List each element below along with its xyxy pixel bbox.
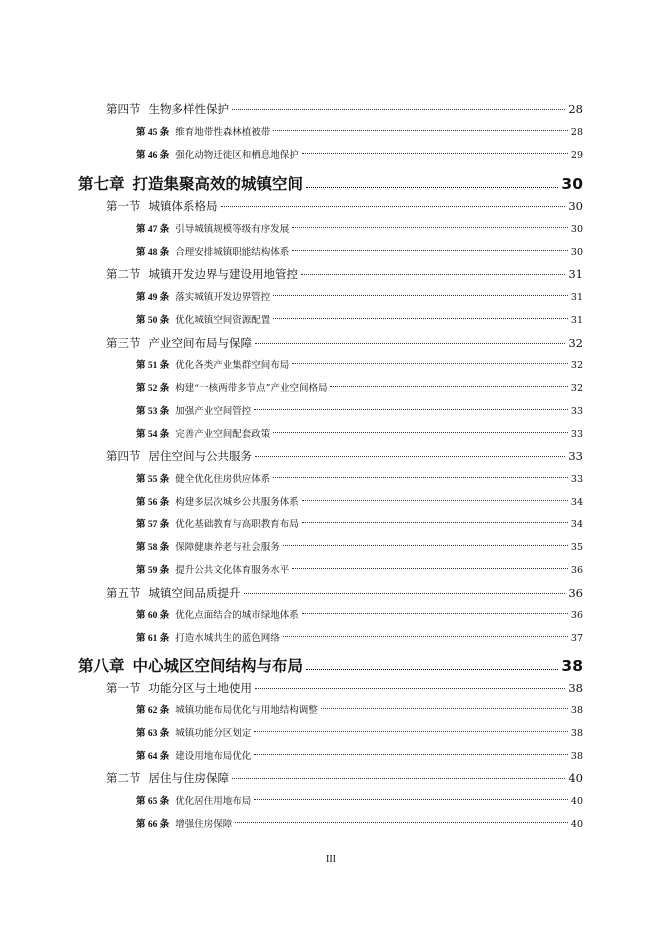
toc-entry-number: 第三节 bbox=[106, 336, 141, 350]
toc-article-entry[interactable] bbox=[136, 494, 583, 508]
toc-section-entry[interactable] bbox=[106, 335, 583, 351]
toc-dot-leader bbox=[232, 108, 565, 110]
toc-entry-page: 31 bbox=[570, 292, 583, 303]
toc-entry-title: 保障健康养老与社会服务 bbox=[175, 542, 280, 553]
toc-entry-number: 第 59 条 bbox=[136, 566, 170, 576]
toc-entry-number: 第 66 条 bbox=[136, 820, 170, 830]
toc-entry-label bbox=[78, 172, 303, 194]
toc-entry-label bbox=[106, 266, 298, 282]
toc-entry-page: 33 bbox=[570, 474, 583, 485]
toc-entry-label bbox=[106, 680, 252, 696]
toc-entry-page: 31 bbox=[568, 267, 583, 281]
toc-entry-page: 38 bbox=[570, 705, 583, 716]
toc-entry-label bbox=[136, 357, 289, 371]
toc-entry-number: 第 63 条 bbox=[136, 729, 170, 739]
page-number: III bbox=[326, 854, 336, 865]
toc-entry-page: 30 bbox=[570, 224, 583, 235]
toc-entry-label bbox=[136, 124, 270, 138]
toc-entry-label bbox=[136, 793, 251, 807]
toc-dot-leader bbox=[254, 798, 568, 800]
toc-entry-number: 第 45 条 bbox=[136, 128, 170, 138]
toc-article-entry[interactable] bbox=[136, 816, 583, 830]
toc-article-entry[interactable] bbox=[136, 289, 583, 303]
toc-entry-title: 城镇开发边界与建设用地管控 bbox=[148, 267, 298, 281]
toc-entry-label bbox=[136, 221, 289, 235]
toc-article-entry[interactable] bbox=[136, 221, 583, 235]
toc-article-entry[interactable] bbox=[136, 702, 583, 716]
toc-dot-leader bbox=[273, 129, 568, 131]
toc-entry-label bbox=[106, 585, 241, 601]
toc-entry-label bbox=[106, 101, 229, 117]
toc-entry-label bbox=[106, 335, 252, 351]
toc-entry-number: 第 51 条 bbox=[136, 361, 170, 371]
toc-entry-page: 31 bbox=[570, 315, 583, 326]
toc-entry-page: 33 bbox=[570, 406, 583, 417]
toc-entry-label bbox=[136, 147, 299, 161]
toc-dot-leader bbox=[302, 152, 568, 154]
toc-entry-label bbox=[106, 198, 218, 214]
toc-article-entry[interactable] bbox=[136, 426, 583, 440]
toc-entry-page: 36 bbox=[568, 586, 583, 600]
toc-entry-label bbox=[136, 748, 251, 762]
toc-dot-leader bbox=[292, 249, 568, 251]
toc-dot-leader bbox=[254, 753, 568, 755]
toc-dot-leader bbox=[221, 205, 566, 207]
toc-entry-label bbox=[78, 654, 303, 676]
toc-dot-leader bbox=[283, 635, 568, 637]
toc-entry-number: 第 55 条 bbox=[136, 475, 170, 485]
toc-entry-label bbox=[136, 244, 289, 258]
toc-entry-page: 28 bbox=[570, 127, 583, 138]
toc-article-entry[interactable] bbox=[136, 244, 583, 258]
toc-entry-number: 第五节 bbox=[106, 586, 141, 600]
toc-entry-number: 第 60 条 bbox=[136, 611, 170, 621]
toc-entry-number: 第七章 bbox=[78, 175, 125, 193]
toc-entry-title: 落实城镇开发边界管控 bbox=[175, 292, 271, 303]
toc-entry-number: 第二节 bbox=[106, 771, 141, 785]
toc-entry-label bbox=[136, 426, 270, 440]
toc-entry-number: 第 58 条 bbox=[136, 543, 170, 553]
toc-dot-leader bbox=[254, 408, 568, 410]
toc-entry-number: 第 52 条 bbox=[136, 384, 170, 394]
toc-dot-leader bbox=[283, 544, 568, 546]
toc-entry-label bbox=[136, 702, 318, 716]
toc-section-entry[interactable] bbox=[106, 770, 583, 786]
toc-entry-title: 优化点面结合的城市绿地体系 bbox=[175, 610, 299, 621]
toc-entry-title: 维育地带性森林植被带 bbox=[175, 127, 271, 138]
toc-entry-number: 第 50 条 bbox=[136, 316, 170, 326]
toc-entry-number: 第四节 bbox=[106, 449, 141, 463]
toc-entry-page: 40 bbox=[570, 796, 583, 807]
toc-entry-title: 加强产业空间管控 bbox=[175, 406, 252, 417]
toc-entry-number: 第 65 条 bbox=[136, 797, 170, 807]
toc-entry-page: 28 bbox=[568, 102, 583, 116]
toc-entry-title: 城镇空间品质提升 bbox=[148, 586, 241, 600]
toc-article-entry[interactable] bbox=[136, 539, 583, 553]
toc-entry-number: 第 48 条 bbox=[136, 248, 170, 258]
toc-entry-title: 优化各类产业集群空间布局 bbox=[175, 360, 290, 371]
toc-entry-page: 30 bbox=[570, 247, 583, 258]
toc-dot-leader bbox=[306, 186, 558, 188]
toc-section-entry[interactable] bbox=[106, 680, 583, 696]
toc-entry-number: 第一节 bbox=[106, 681, 141, 695]
toc-entry-title: 完善产业空间配套政策 bbox=[175, 429, 271, 440]
toc-entry-page: 40 bbox=[570, 819, 583, 830]
toc-entry-title: 构建“一核两带多节点”产业空间格局 bbox=[175, 383, 328, 394]
toc-dot-leader bbox=[255, 687, 565, 689]
toc-article-entry[interactable] bbox=[136, 748, 583, 762]
toc-article-entry[interactable] bbox=[136, 147, 583, 161]
toc-entry-label bbox=[136, 630, 280, 644]
toc-article-entry[interactable] bbox=[136, 403, 583, 417]
toc-entry-page: 38 bbox=[561, 657, 583, 675]
toc-entry-label bbox=[136, 403, 251, 417]
toc-chapter-entry[interactable] bbox=[78, 172, 583, 194]
toc-entry-label bbox=[136, 380, 327, 394]
toc-dot-leader bbox=[273, 431, 568, 433]
toc-entry-number: 第一节 bbox=[106, 199, 141, 213]
toc-entry-number: 第二节 bbox=[106, 267, 141, 281]
toc-dot-leader bbox=[330, 385, 567, 387]
toc-entry-label bbox=[136, 562, 289, 576]
toc-dot-leader bbox=[273, 294, 568, 296]
toc-entry-title: 强化动物迁徙区和栖息地保护 bbox=[175, 150, 299, 161]
toc-entry-title: 优化基础教育与高职教育布局 bbox=[175, 519, 299, 530]
toc-entry-number: 第 47 条 bbox=[136, 225, 170, 235]
toc-dot-leader bbox=[232, 777, 565, 779]
toc-article-entry[interactable] bbox=[136, 562, 583, 576]
toc-dot-leader bbox=[254, 730, 568, 732]
toc-entry-label bbox=[136, 471, 270, 485]
toc-entry-number: 第 54 条 bbox=[136, 430, 170, 440]
toc-entry-number: 第 64 条 bbox=[136, 752, 170, 762]
toc-entry-page: 36 bbox=[570, 565, 583, 576]
toc-article-entry[interactable] bbox=[136, 516, 583, 530]
toc-entry-title: 生物多样性保护 bbox=[148, 102, 229, 116]
toc-entry-title: 优化居住用地布局 bbox=[175, 796, 252, 807]
toc-entry-title: 优化城镇空间资源配置 bbox=[175, 315, 271, 326]
toc-dot-leader bbox=[292, 567, 568, 569]
toc-entry-page: 29 bbox=[570, 150, 583, 161]
toc-entry-page: 30 bbox=[561, 175, 583, 193]
toc-entry-number: 第 49 条 bbox=[136, 293, 170, 303]
toc-entry-title: 居住与住房保障 bbox=[148, 771, 229, 785]
toc-entry-title: 城镇体系格局 bbox=[148, 199, 218, 213]
toc-entry-title: 提升公共文化体育服务水平 bbox=[175, 565, 290, 576]
toc-entry-page: 38 bbox=[568, 681, 583, 695]
toc-entry-number: 第四节 bbox=[106, 102, 141, 116]
toc-dot-leader bbox=[292, 226, 568, 228]
toc-section-entry[interactable] bbox=[106, 198, 583, 214]
toc-entry-label bbox=[136, 539, 280, 553]
toc-article-entry[interactable] bbox=[136, 380, 583, 394]
toc-dot-leader bbox=[235, 821, 568, 823]
toc-entry-label bbox=[136, 494, 299, 508]
toc-entry-label bbox=[136, 607, 299, 621]
toc-entry-title: 引导城镇规模等级有序发展 bbox=[175, 224, 290, 235]
toc-dot-leader bbox=[302, 612, 568, 614]
toc-entry-page: 33 bbox=[570, 429, 583, 440]
toc-dot-leader bbox=[292, 362, 568, 364]
toc-entry-label bbox=[106, 448, 252, 464]
toc-entry-page: 30 bbox=[568, 199, 583, 213]
toc-entry-title: 打造集聚高效的城镇空间 bbox=[132, 175, 304, 193]
toc-entry-label bbox=[106, 770, 229, 786]
toc-entry-title: 产业空间布局与保障 bbox=[148, 336, 252, 350]
toc-entry-page: 32 bbox=[570, 360, 583, 371]
toc-entry-title: 增强住房保障 bbox=[175, 819, 233, 830]
toc-entry-title: 打造水城共生的蓝色网络 bbox=[175, 633, 280, 644]
toc-entry-page: 37 bbox=[570, 633, 583, 644]
toc-dot-leader bbox=[255, 455, 565, 457]
toc-dot-leader bbox=[255, 342, 565, 344]
toc-entry-title: 健全优化住房供应体系 bbox=[175, 474, 271, 485]
toc-entry-page: 32 bbox=[570, 383, 583, 394]
toc-entry-label bbox=[136, 516, 299, 530]
toc-entry-label bbox=[136, 816, 232, 830]
toc-section-entry[interactable] bbox=[106, 585, 583, 601]
toc-entry-page: 40 bbox=[568, 771, 583, 785]
toc-dot-leader bbox=[302, 499, 568, 501]
toc-entry-title: 功能分区与土地使用 bbox=[148, 681, 252, 695]
toc-article-entry[interactable] bbox=[136, 725, 583, 739]
toc-dot-leader bbox=[302, 521, 568, 523]
toc-entry-number: 第八章 bbox=[78, 657, 125, 675]
toc-entry-title: 构建多层次城乡公共服务体系 bbox=[175, 497, 299, 508]
toc-dot-leader bbox=[321, 707, 568, 709]
toc-entry-title: 城镇功能布局优化与用地结构调整 bbox=[175, 705, 318, 716]
toc-article-entry[interactable] bbox=[136, 357, 583, 371]
toc-entry-page: 38 bbox=[570, 728, 583, 739]
toc-chapter-entry[interactable] bbox=[78, 654, 583, 676]
toc-section-entry[interactable] bbox=[106, 448, 583, 464]
toc-article-entry[interactable] bbox=[136, 630, 583, 644]
toc-article-entry[interactable] bbox=[136, 124, 583, 138]
toc-article-entry[interactable] bbox=[136, 607, 583, 621]
toc-entry-label bbox=[136, 725, 251, 739]
toc-entry-title: 建设用地布局优化 bbox=[175, 751, 252, 762]
toc-entry-number: 第 62 条 bbox=[136, 706, 170, 716]
toc-entry-number: 第 57 条 bbox=[136, 520, 170, 530]
toc-entry-number: 第 46 条 bbox=[136, 151, 170, 161]
toc-dot-leader bbox=[301, 273, 565, 275]
toc-article-entry[interactable] bbox=[136, 793, 583, 807]
toc-dot-leader bbox=[306, 668, 558, 670]
toc-dot-leader bbox=[273, 317, 568, 319]
toc-entry-page: 34 bbox=[570, 519, 583, 530]
toc-entry-page: 36 bbox=[570, 610, 583, 621]
toc-entry-number: 第 56 条 bbox=[136, 498, 170, 508]
toc-article-entry[interactable] bbox=[136, 312, 583, 326]
toc-entry-number: 第 61 条 bbox=[136, 634, 170, 644]
toc-entry-title: 居住空间与公共服务 bbox=[148, 449, 252, 463]
toc-entry-label bbox=[136, 289, 270, 303]
toc-dot-leader bbox=[244, 592, 566, 594]
toc-entry-page: 38 bbox=[570, 751, 583, 762]
toc-section-entry[interactable] bbox=[106, 266, 583, 282]
toc-dot-leader bbox=[273, 476, 568, 478]
toc-entry-page: 33 bbox=[568, 449, 583, 463]
toc-entry-page: 32 bbox=[568, 336, 583, 350]
toc-entry-page: 35 bbox=[570, 542, 583, 553]
toc-entry-title: 合理安排城镇职能结构体系 bbox=[175, 247, 290, 258]
toc-section-entry[interactable] bbox=[106, 101, 583, 117]
toc-entry-title: 城镇功能分区划定 bbox=[175, 728, 252, 739]
toc-entry-page: 34 bbox=[570, 497, 583, 508]
toc-entry-number: 第 53 条 bbox=[136, 407, 170, 417]
toc-article-entry[interactable] bbox=[136, 471, 583, 485]
toc-entry-label bbox=[136, 312, 270, 326]
toc-entry-title: 中心城区空间结构与布局 bbox=[132, 657, 304, 675]
